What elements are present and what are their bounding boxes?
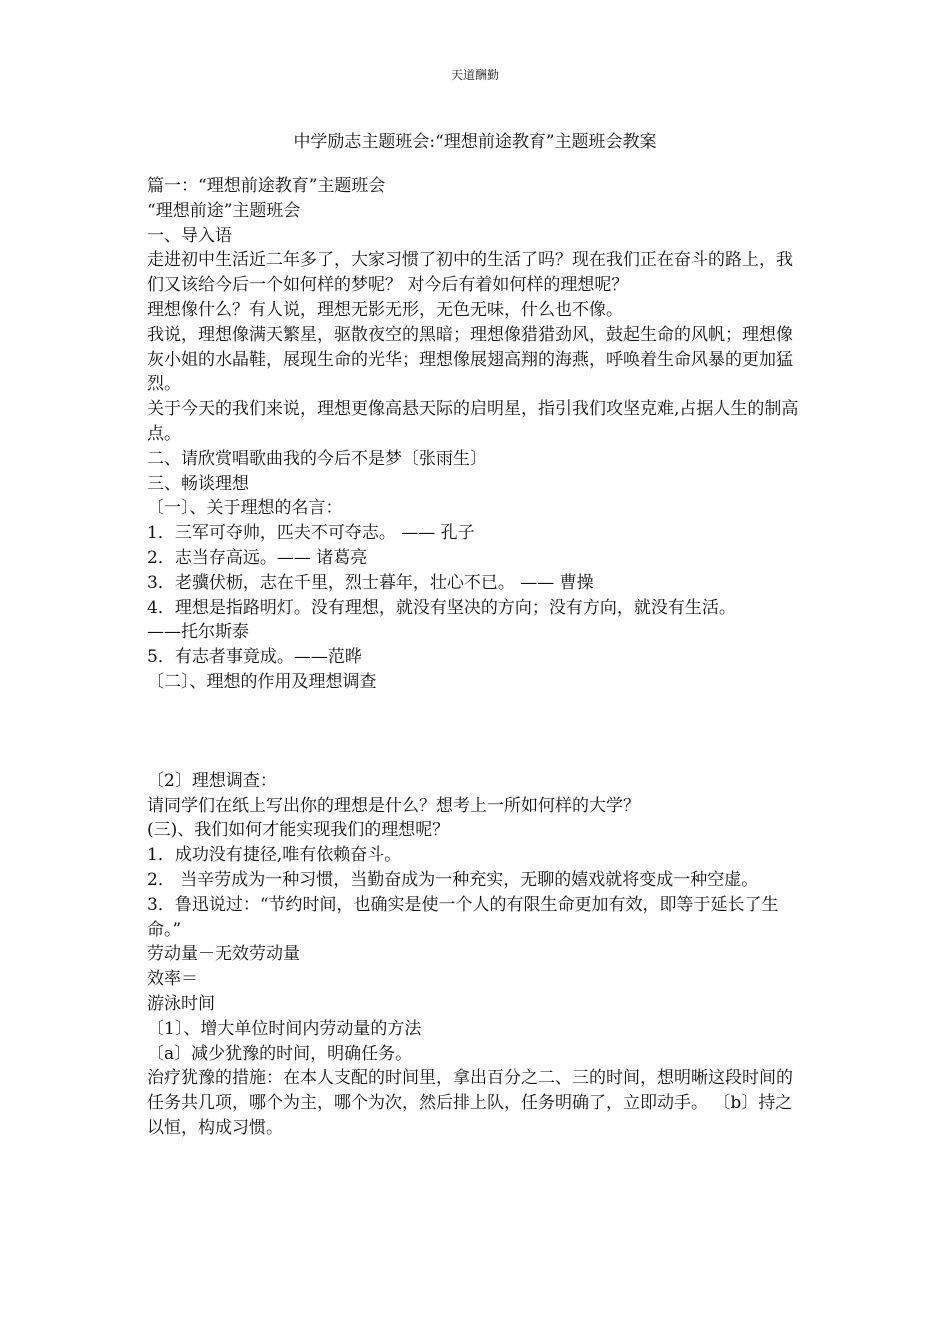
quote-2: 2．志当存高远。—— 诸葛亮 [147, 547, 368, 568]
paragraph-7: 关于今天的我们来说，理想更像高悬天际的启明星，指引我们攻坚克难,占据人生的制高点。 [147, 399, 799, 444]
quote-1: 1．三军可夺帅，匹夫不可夺志。 —— 孔子 [147, 523, 475, 544]
paragraph-3: 一、导入语 [147, 225, 232, 246]
quote-4-author: ——托尔斯泰 [147, 622, 249, 643]
paragraph-17: 治疗犹豫的措施：在本人支配的时间里，拿出百分之二、三的时间，想明晰这段时间的任务共几项，哪个为主，哪个为次，然后排上队，任务明确了，立即动手。 〔b〕持之以恒，构成习惯。 [147, 1068, 793, 1138]
quote-5: 5．有志者事竟成。——范晔 [147, 647, 362, 668]
paragraph-8: 二、请欣赏唱歌曲我的今后不是梦〔张雨生〕 [147, 448, 487, 469]
paragraph-10: 〔一〕、关于理想的名言： [147, 498, 343, 519]
paragraph-4: 走进初中生活近二年多了，大家习惯了初中的生活了吗？现在我们正在奋斗的路上，我们又该给今后一个如何样的梦呢？ 对今后有着如何样的理想呢？ [147, 250, 793, 296]
document-body [147, 174, 807, 1141]
paragraph-13: 请同学们在纸上写出你的理想是什么？想考上一所如何样的大学？ [147, 795, 640, 816]
page-header: 天道酬勤 [450, 68, 499, 82]
formula-numerator: 劳动量－无效劳动量 [147, 944, 300, 965]
quote-3: 3．老骥伏枥，志在千里，烈士暮年，壮心不已。 —— 曹操 [147, 572, 594, 593]
list-item-1: 1．成功没有捷径,唯有依赖奋斗。 [147, 845, 402, 866]
paragraph-15: 〔1〕、增大单位时间内劳动量的方法 [147, 1018, 422, 1039]
paragraph-9: 三、畅谈理想 [147, 473, 249, 494]
paragraph-1: 篇一：“理想前途教育”主题班会 [147, 176, 386, 196]
paragraph-16: 〔a〕减少犹豫的时间，明确任务。 [147, 1043, 413, 1064]
paragraph-2: “理想前途”主题班会 [147, 200, 301, 221]
list-item-2: 2． 当辛劳成为一种习惯，当勤奋成为一种充实，无聊的嬉戏就将变成一种空虚。 [147, 869, 759, 890]
paragraph-12: 〔2〕理想调查： [147, 770, 277, 791]
paragraph-11: 〔二〕、理想的作用及理想调查 [147, 671, 377, 692]
document-title: 中学励志主题班会:“理想前途教育”主题班会教案 [293, 132, 657, 152]
formula-denominator: 游泳时间 [147, 993, 215, 1014]
paragraph-5: 理想像什么？有人说，理想无影无形，无色无味，什么也不像。 [147, 299, 623, 320]
quote-4: 4．理想是指路明灯。没有理想，就没有坚决的方向；没有方向，就没有生活。 [147, 597, 736, 618]
blank-gap [147, 695, 807, 769]
paragraph-14: (三)、我们如何才能实现我们的理想呢？ [147, 820, 450, 841]
list-item-3: 3．鲁迅说过：“节约时间，也确实是使一个人的有限生命更加有效，即等于延长了生命。” [147, 894, 779, 940]
formula-label: 效率＝ [147, 969, 198, 990]
paragraph-6: 我说，理想像满天繁星，驱散夜空的黑暗；理想像猎猎劲风，鼓起生命的风帆；理想像灰小姐的水晶鞋，展现生命的光华；理想像展翅高翔的海燕，呼唤着生命风暴的更加猛烈。 [147, 324, 793, 395]
